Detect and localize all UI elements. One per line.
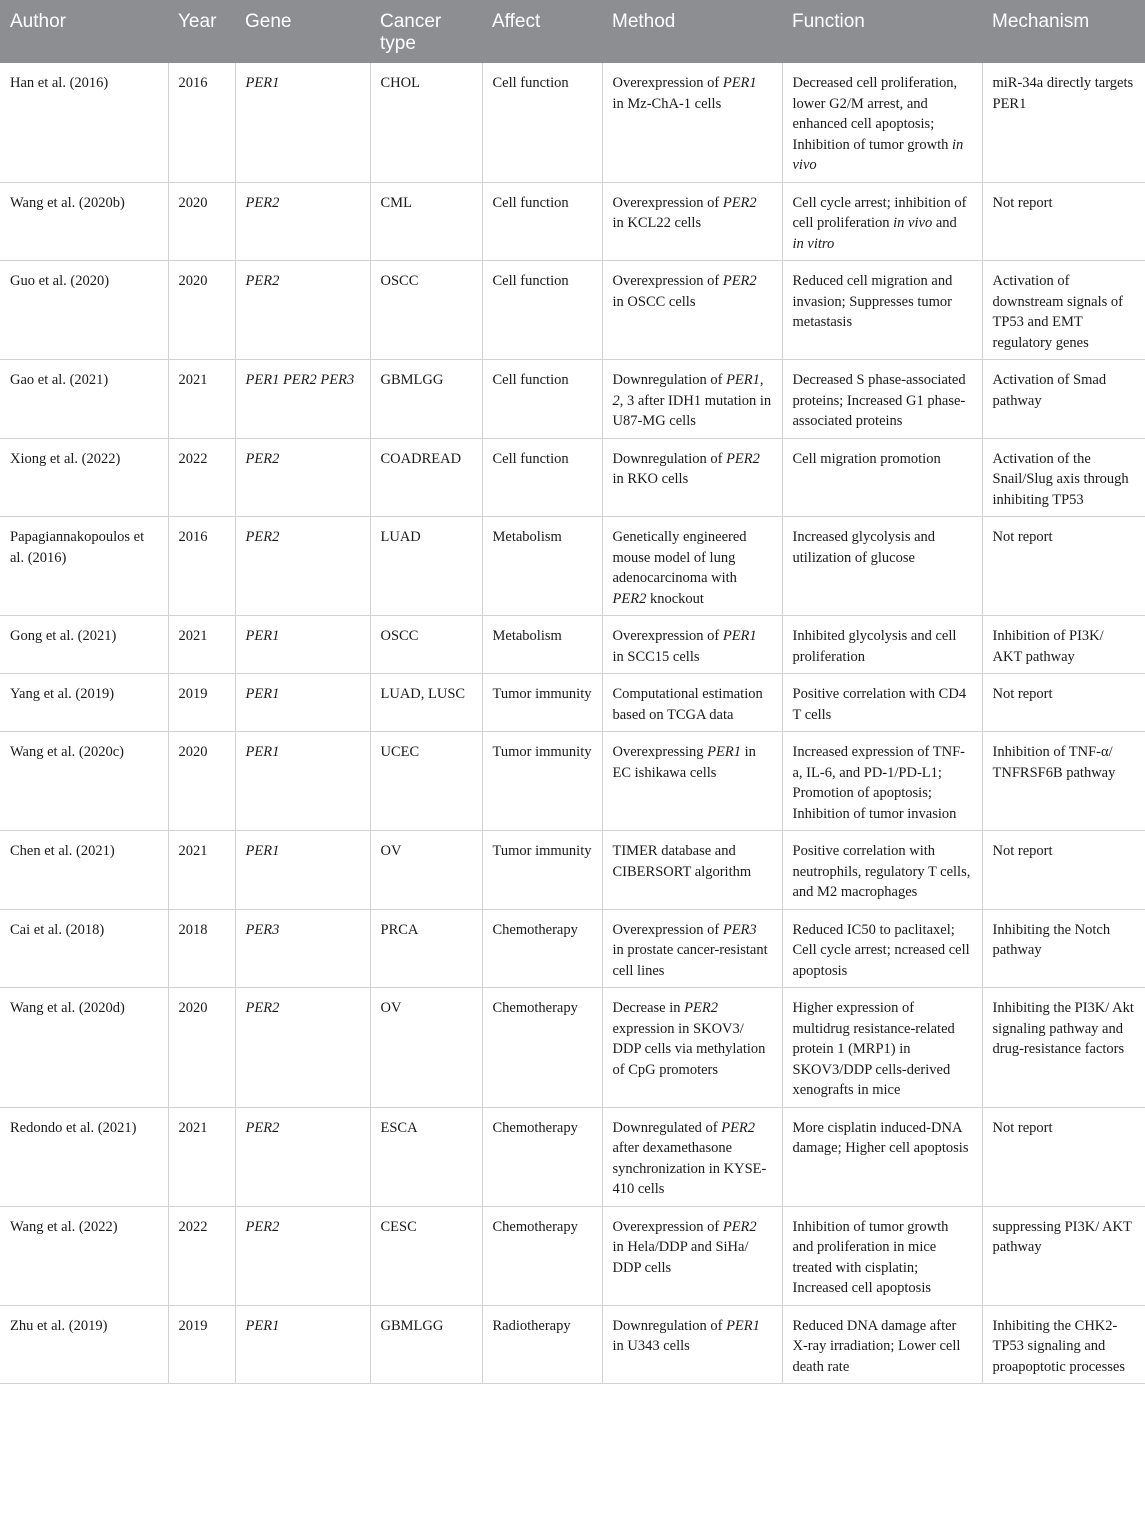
function-cell-text: in vivo	[893, 215, 933, 231]
header-affect: Affect	[492, 11, 541, 32]
table-row	[0, 909, 1145, 988]
method-cell	[602, 517, 782, 616]
gene-cell: PER1	[235, 674, 370, 732]
method-cell	[602, 988, 782, 1108]
method-cell-text: ,	[759, 372, 764, 388]
table-row	[0, 1107, 1145, 1206]
year-cell: 2019	[168, 1305, 235, 1384]
method-cell-text: PER1	[722, 75, 757, 91]
method-cell-text: Overexpressing	[612, 744, 708, 760]
header-mechanism: Mechanism	[992, 11, 1090, 32]
function-cell	[782, 63, 982, 182]
function-cell-text: Positive correlation with CD4 T cells	[792, 686, 967, 723]
header-year: Year	[178, 11, 217, 32]
cancer-type-cell: OSCC	[370, 616, 482, 674]
method-cell-text: after dexamethasone synchronization in KYSE-410 cells	[612, 1140, 767, 1197]
method-cell-text: PER2	[612, 590, 647, 607]
method-cell-text: PER1	[726, 1317, 760, 1334]
function-cell	[782, 1206, 982, 1305]
table-row	[0, 182, 1145, 261]
method-cell-text: Downregulation of	[612, 450, 727, 467]
affect-cell: Tumor immunity	[482, 831, 602, 910]
cancer-type-cell: PRCA	[370, 909, 482, 988]
method-cell	[602, 674, 782, 732]
author-cell: Wang et al. (2020c)	[0, 732, 168, 831]
table-row	[0, 674, 1145, 732]
year-cell: 2020	[168, 182, 235, 261]
method-cell-text: in U343 cells	[612, 1338, 690, 1354]
gene-cell: PER1	[235, 732, 370, 831]
method-cell-text: PER2	[721, 1119, 756, 1136]
method-cell	[602, 1107, 782, 1206]
function-cell	[782, 1305, 982, 1384]
method-cell	[602, 732, 782, 831]
author-cell: Gao et al. (2021)	[0, 360, 168, 439]
mechanism-cell-text: Inhibiting the CHK2-TP53 signaling and proapoptotic processes	[992, 1317, 1125, 1375]
mechanism-cell	[982, 261, 1145, 360]
method-cell-text: Overexpression of	[612, 194, 723, 211]
table-row	[0, 988, 1145, 1108]
method-cell-text: in Hela/DDP and SiHa/ DDP cells	[612, 1239, 749, 1276]
function-cell	[782, 360, 982, 439]
mechanism-cell	[982, 831, 1145, 910]
gene-cell: PER1	[235, 63, 370, 182]
author-cell: Han et al. (2016)	[0, 63, 168, 182]
header-function: Function	[792, 11, 865, 32]
method-cell-text: Overexpression of	[612, 1218, 723, 1235]
function-cell	[782, 674, 982, 732]
mechanism-cell-text: Inhibition of TNF-α/ TNFRSF6B pathway	[992, 744, 1116, 781]
method-cell-text: Downregulation of	[612, 1317, 727, 1334]
method-cell	[602, 63, 782, 182]
mechanism-cell	[982, 674, 1145, 732]
method-cell	[602, 1305, 782, 1384]
method-cell-text: PER2	[684, 1000, 718, 1016]
method-cell-text: Decrease in	[612, 1000, 685, 1016]
method-cell-text: in KCL22 cells	[612, 215, 702, 231]
function-cell-text: Cell migration promotion	[792, 450, 941, 467]
header-method: Method	[612, 11, 676, 32]
method-cell	[602, 1206, 782, 1305]
mechanism-cell	[982, 1206, 1145, 1305]
affect-cell: Cell function	[482, 182, 602, 261]
mechanism-cell-text: Inhibition of PI3K/ AKT pathway	[992, 628, 1104, 665]
method-cell-text: TIMER database and CIBERSORT algorithm	[612, 843, 752, 880]
method-cell-text: PER2	[722, 273, 757, 289]
mechanism-cell-text: Not report	[992, 1119, 1053, 1136]
header-row	[0, 0, 1145, 63]
mechanism-cell-text: suppressing PI3K/ AKT pathway	[992, 1218, 1132, 1255]
method-cell-text: Overexpression of	[612, 921, 723, 938]
gene-cell: PER1	[235, 831, 370, 910]
mechanism-cell-text: Not report	[992, 843, 1053, 859]
method-cell-text: PER2	[722, 194, 757, 211]
mechanism-cell-text: Activation of downstream signals of TP53 and EMT regulatory genes	[992, 273, 1123, 351]
year-cell: 2022	[168, 1206, 235, 1305]
cancer-type-cell: OSCC	[370, 261, 482, 360]
mechanism-cell	[982, 909, 1145, 988]
cancer-type-cell: LUAD	[370, 517, 482, 616]
function-cell	[782, 517, 982, 616]
function-cell	[782, 988, 982, 1108]
function-cell	[782, 261, 982, 360]
function-cell-text: Increased glycolysis and utilization of glucose	[792, 529, 936, 566]
method-cell-text: in EC ishikawa cells	[612, 744, 756, 781]
function-cell-text: Higher expression of multidrug resistance-related protein 1 (MRP1) in SKOV3/DDP cells-derived xenografts in mice	[792, 1000, 955, 1098]
mechanism-cell	[982, 182, 1145, 261]
table-row	[0, 831, 1145, 910]
author-cell: Xiong et al. (2022)	[0, 438, 168, 517]
affect-cell: Cell function	[482, 360, 602, 439]
header-cancer-type: Cancer type	[380, 11, 442, 54]
year-cell: 2016	[168, 63, 235, 182]
function-cell	[782, 831, 982, 910]
affect-cell: Cell function	[482, 261, 602, 360]
cancer-type-cell: OV	[370, 831, 482, 910]
author-cell: Yang et al. (2019)	[0, 674, 168, 732]
method-cell	[602, 360, 782, 439]
function-cell-text: Inhibition of tumor growth and proliferation in mice treated with cisplatin; Increased cell apoptosis	[792, 1218, 949, 1296]
affect-cell: Metabolism	[482, 517, 602, 616]
function-cell-text: Positive correlation with neutrophils, regulatory T cells, and M2 macrophages	[792, 843, 971, 900]
cancer-type-cell: GBMLGG	[370, 360, 482, 439]
affect-cell: Chemotherapy	[482, 1206, 602, 1305]
gene-cell: PER3	[235, 909, 370, 988]
method-cell-text: PER1	[726, 372, 760, 388]
cancer-type-cell: LUAD, LUSC	[370, 674, 482, 732]
table-row	[0, 360, 1145, 439]
method-cell-text: in prostate cancer-resistant cell lines	[612, 942, 768, 979]
gene-cell: PER1 PER2 PER3	[235, 360, 370, 439]
method-cell-text: Genetically engineered mouse model of lung adenocarcinoma with	[612, 529, 747, 586]
author-cell: Redondo et al. (2021)	[0, 1107, 168, 1206]
gene-cell: PER1	[235, 616, 370, 674]
mechanism-cell	[982, 616, 1145, 674]
function-cell	[782, 616, 982, 674]
function-cell-text: Decreased cell proliferation, lower G2/M arrest, and enhanced cell apoptosis; Inhibition of tumor growth	[792, 75, 958, 153]
method-cell-text: Downregulation of	[612, 372, 727, 388]
year-cell: 2019	[168, 674, 235, 732]
mechanism-cell	[982, 63, 1145, 182]
affect-cell: Metabolism	[482, 616, 602, 674]
function-cell-text: Inhibited glycolysis and cell proliferation	[792, 628, 957, 665]
table-row	[0, 616, 1145, 674]
table-body	[0, 63, 1145, 1384]
table-row	[0, 63, 1145, 182]
header-author: Author	[10, 11, 66, 32]
gene-cell: PER1	[235, 1305, 370, 1384]
gene-cell: PER2	[235, 438, 370, 517]
table-row	[0, 517, 1145, 616]
cancer-type-cell: OV	[370, 988, 482, 1108]
author-cell: Papagiannakopoulos et al. (2016)	[0, 517, 168, 616]
method-cell	[602, 616, 782, 674]
function-cell-text: in vitro	[792, 235, 835, 252]
year-cell: 2020	[168, 261, 235, 360]
mechanism-cell-text: Not report	[992, 194, 1053, 211]
method-cell-text: Overexpression of	[612, 628, 723, 644]
gene-cell: PER2	[235, 1206, 370, 1305]
method-cell-text: PER2	[722, 1218, 757, 1235]
year-cell: 2021	[168, 831, 235, 910]
year-cell: 2021	[168, 360, 235, 439]
author-cell: Zhu et al. (2019)	[0, 1305, 168, 1384]
method-cell-text: in OSCC cells	[612, 293, 696, 310]
year-cell: 2021	[168, 1107, 235, 1206]
affect-cell: Cell function	[482, 438, 602, 517]
function-cell-text: Cell cycle arrest; inhibition of cell proliferation	[792, 194, 967, 231]
gene-cell: PER2	[235, 182, 370, 261]
affect-cell: Chemotherapy	[482, 1107, 602, 1206]
gene-cell: PER2	[235, 1107, 370, 1206]
method-cell-text: PER1	[707, 744, 741, 760]
method-cell-text: expression in SKOV3/ DDP cells via methylation of CpG promoters	[612, 1020, 766, 1078]
method-cell-text: PER3	[722, 921, 757, 938]
mechanism-cell	[982, 732, 1145, 831]
mechanism-cell	[982, 360, 1145, 439]
affect-cell: Tumor immunity	[482, 674, 602, 732]
method-cell-text: knockout	[646, 590, 704, 607]
gene-cell: PER2	[235, 261, 370, 360]
table-row	[0, 1206, 1145, 1305]
method-cell-text: PER1	[722, 628, 757, 644]
function-cell-text: Decreased S phase-associated proteins; Increased G1 phase-associated proteins	[792, 372, 966, 429]
mechanism-cell-text: Activation of the Snail/Slug axis through inhibiting TP53	[992, 450, 1129, 508]
year-cell: 2021	[168, 616, 235, 674]
method-cell-text: 2	[612, 392, 620, 409]
function-cell-text: and	[932, 215, 957, 231]
mechanism-cell-text: Not report	[992, 686, 1053, 702]
method-cell	[602, 182, 782, 261]
method-cell-text: in Mz-ChA-1 cells	[612, 95, 722, 112]
author-cell: Wang et al. (2020b)	[0, 182, 168, 261]
function-cell-text: in vivo	[792, 136, 964, 173]
affect-cell: Cell function	[482, 63, 602, 182]
affect-cell: Chemotherapy	[482, 909, 602, 988]
function-cell-text: Reduced IC50 to paclitaxel; Cell cycle arrest; ncreased cell apoptosis	[792, 921, 970, 979]
author-cell: Cai et al. (2018)	[0, 909, 168, 988]
mechanism-cell-text: Not report	[992, 529, 1053, 545]
method-cell-text: Overexpression of	[612, 75, 723, 91]
year-cell: 2020	[168, 732, 235, 831]
mechanism-cell-text: Inhibiting the PI3K/ Akt signaling pathway and drug-resistance factors	[992, 1000, 1134, 1057]
function-cell-text: More cisplatin induced-DNA damage; Higher cell apoptosis	[792, 1119, 969, 1156]
mechanism-cell-text: Inhibiting the Notch pathway	[992, 921, 1111, 958]
function-cell	[782, 438, 982, 517]
cancer-type-cell: COADREAD	[370, 438, 482, 517]
function-cell	[782, 732, 982, 831]
mechanism-cell	[982, 1305, 1145, 1384]
cancer-type-cell: CML	[370, 182, 482, 261]
cancer-type-cell: UCEC	[370, 732, 482, 831]
mechanism-cell-text: Activation of Smad pathway	[992, 372, 1107, 409]
method-cell-text: Downregulated of	[612, 1119, 722, 1136]
cancer-type-cell: ESCA	[370, 1107, 482, 1206]
mechanism-cell	[982, 988, 1145, 1108]
mechanism-cell	[982, 1107, 1145, 1206]
method-cell	[602, 438, 782, 517]
method-cell-text: Computational estimation based on TCGA data	[612, 686, 763, 723]
year-cell: 2018	[168, 909, 235, 988]
affect-cell: Chemotherapy	[482, 988, 602, 1108]
method-cell	[602, 909, 782, 988]
function-cell	[782, 1107, 982, 1206]
author-cell: Wang et al. (2020d)	[0, 988, 168, 1108]
author-cell: Chen et al. (2021)	[0, 831, 168, 910]
method-cell-text: , 3 after IDH1 mutation in U87-MG cells	[612, 392, 772, 429]
table-row	[0, 1305, 1145, 1384]
affect-cell: Radiotherapy	[482, 1305, 602, 1384]
cancer-type-cell: GBMLGG	[370, 1305, 482, 1384]
method-cell	[602, 261, 782, 360]
method-cell-text: PER2	[726, 450, 760, 467]
table-row	[0, 732, 1145, 831]
author-cell: Guo et al. (2020)	[0, 261, 168, 360]
year-cell: 2022	[168, 438, 235, 517]
method-cell	[602, 831, 782, 910]
year-cell: 2020	[168, 988, 235, 1108]
function-cell-text: Reduced cell migration and invasion; Suppresses tumor metastasis	[792, 273, 953, 330]
mechanism-cell-text: miR-34a directly targets PER1	[992, 75, 1134, 112]
year-cell: 2016	[168, 517, 235, 616]
function-cell	[782, 909, 982, 988]
function-cell-text: Increased expression of TNF-a, IL-6, and PD-1/PD-L1; Promotion of apoptosis; Inhibition of tumor invasion	[792, 744, 965, 822]
method-cell-text: Overexpression of	[612, 273, 723, 289]
mechanism-cell	[982, 438, 1145, 517]
function-cell-text: Reduced DNA damage after X-ray irradiation; Lower cell death rate	[792, 1317, 961, 1375]
gene-cell: PER2	[235, 988, 370, 1108]
mechanism-cell	[982, 517, 1145, 616]
cancer-type-cell: CHOL	[370, 63, 482, 182]
function-cell	[782, 182, 982, 261]
method-cell-text: in RKO cells	[612, 471, 689, 487]
author-cell: Gong et al. (2021)	[0, 616, 168, 674]
table-row	[0, 438, 1145, 517]
affect-cell: Tumor immunity	[482, 732, 602, 831]
author-cell: Wang et al. (2022)	[0, 1206, 168, 1305]
table-row	[0, 261, 1145, 360]
gene-cell: PER2	[235, 517, 370, 616]
method-cell-text: in SCC15 cells	[612, 648, 700, 665]
cancer-type-cell: CESC	[370, 1206, 482, 1305]
header-gene: Gene	[245, 11, 292, 32]
